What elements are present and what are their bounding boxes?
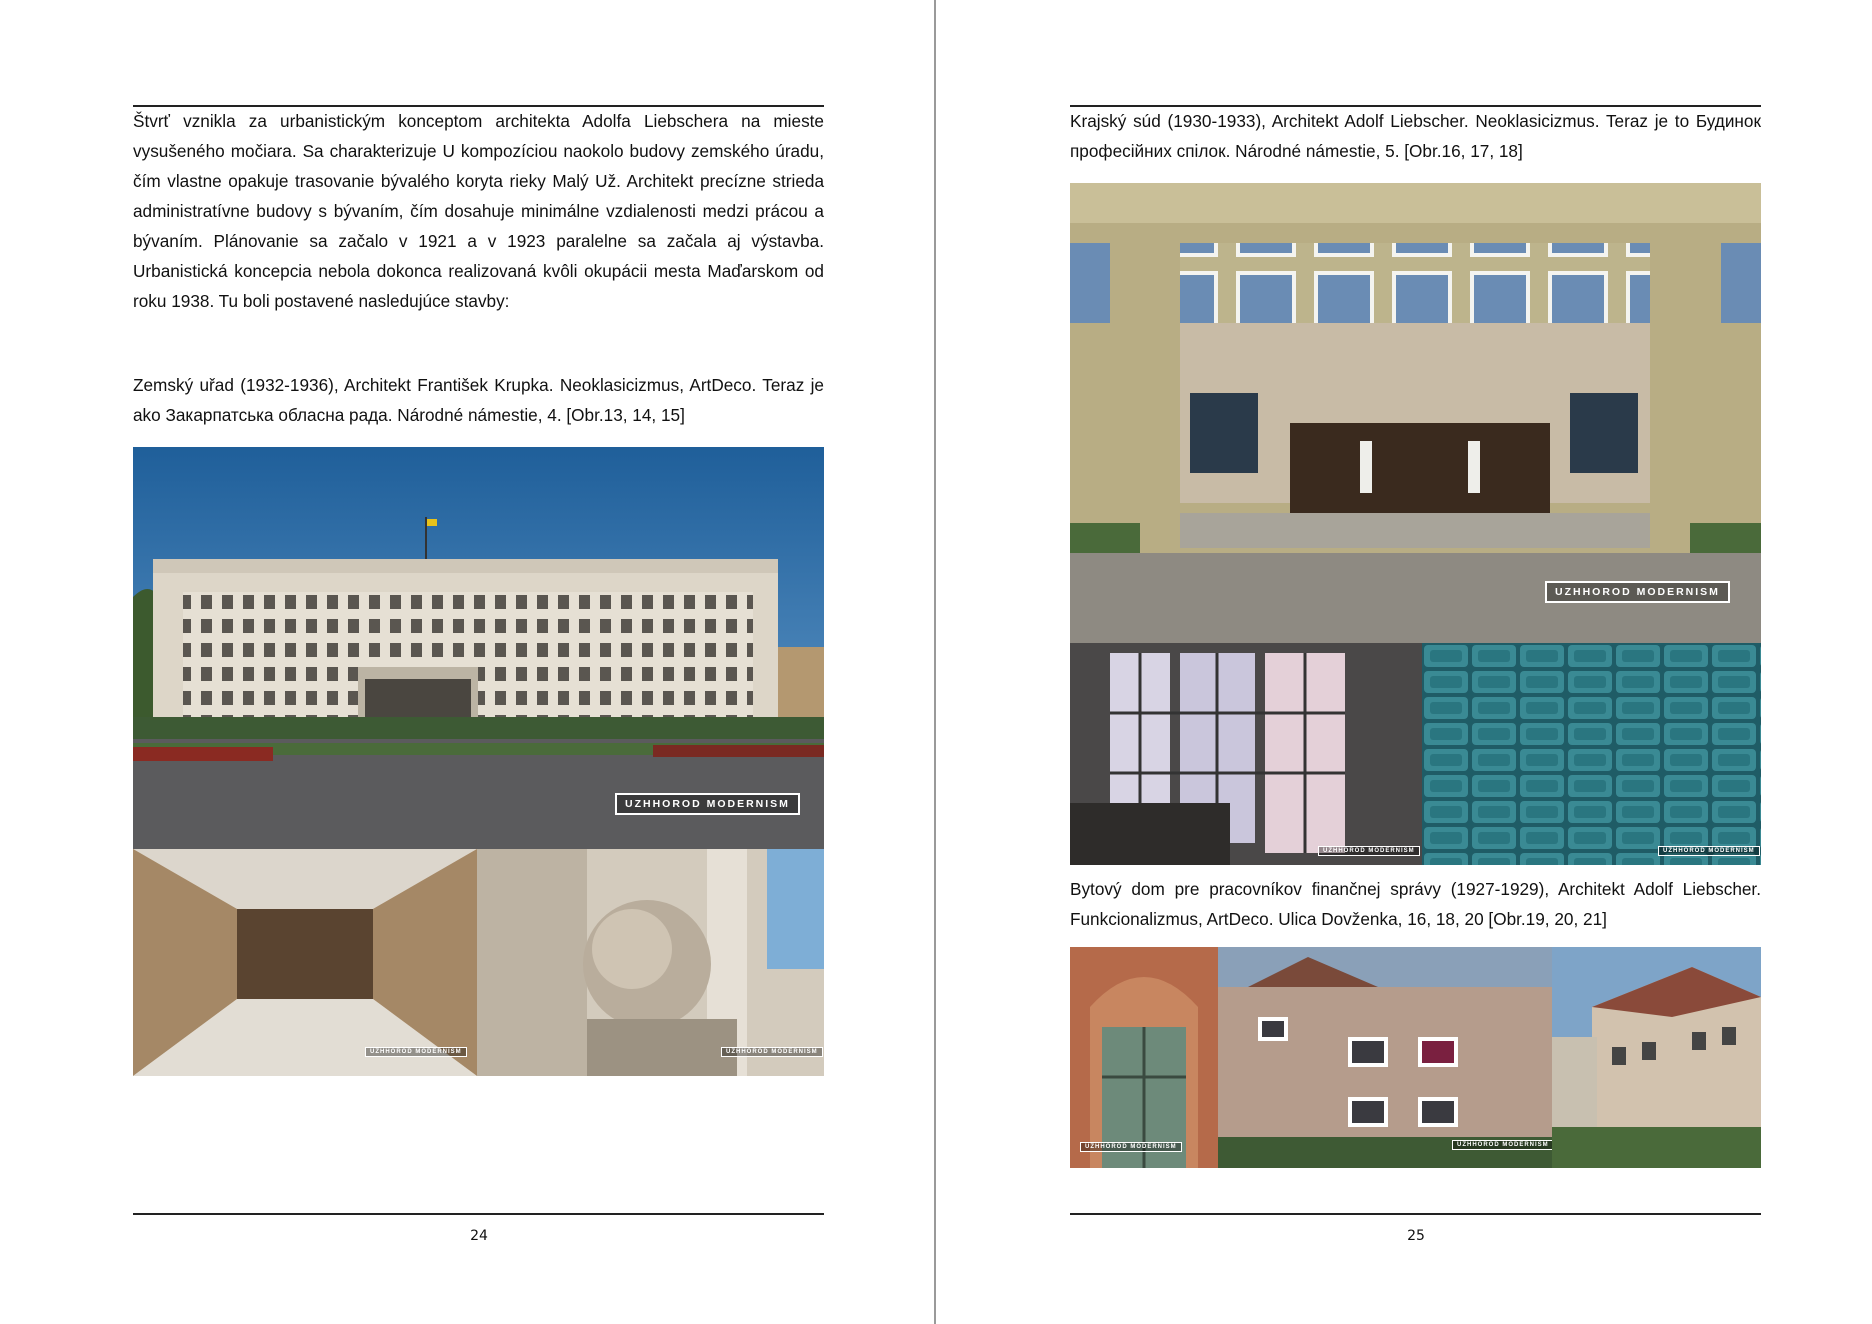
stairwell-windows-photo — [1070, 643, 1422, 865]
watermark-label: UZHHOROD MODERNISM — [1658, 846, 1760, 856]
blue-tiles-photo — [1422, 643, 1761, 865]
stone-sphere-photo — [477, 849, 824, 1076]
watermark-label: UZHHOROD MODERNISM — [721, 1047, 823, 1057]
photo-caption: Bytový dom pre pracovníkov finančnej správy (1927-1929), Architekt Adolf Liebscher. Funkcionalizmus, ArtDeco. Ulica Dovženka, 16, 18, 20 [Obr.19, 20, 21] — [1070, 879, 1761, 929]
watermark-label: UZHHOROD MODERNISM — [1318, 846, 1420, 856]
photo-caption: Zemský uřad (1932-1936), Architekt František Krupka. Neoklasicizmus, ArtDeco. Teraz je ako Закарпатська обласна рада. Národné námestie, 4. [Obr.13, 14, 15] — [133, 375, 824, 425]
interior-hall-photo — [133, 849, 477, 1076]
watermark-label: UZHHOROD MODERNISM — [1545, 581, 1730, 603]
court-building-photo — [1070, 183, 1761, 643]
page-number: 25 — [1407, 1228, 1425, 1244]
footer-rule — [1070, 1213, 1761, 1215]
watermark-label: UZHHOROD MODERNISM — [615, 793, 800, 815]
corner-building-photo — [1552, 947, 1761, 1168]
page-number: 24 — [470, 1228, 488, 1244]
intro-paragraph: Štvrť vznikla za urbanistickým konceptom architekta Adolfa Liebschera na mieste vysušeného močiara. Sa charakterizuje U kompozíciou naokolo budovy zemského úradu, čím vlastne opakuje trasovanie bývalého koryta rieky Malý Už. Architekt precízne strieda administratívne budovy s bývaním, čím dosahuje minimálne vzdialenosti medzi prácou a bývaním. Plánovanie sa začalo v 1921 a v 1923 paralelne sa začala aj výstavba. Urbanistická koncepcia nebola dokonca realizovaná kvôli okupácii mesta Maďarskom od roku 1938. Tu boli postavené nasledujúce stavby: — [133, 111, 824, 311]
apartment-building-photo — [1218, 947, 1552, 1168]
watermark-label: UZHHOROD MODERNISM — [1080, 1142, 1182, 1152]
right-page — [936, 0, 1872, 1324]
photo-caption: Krajský súd (1930-1933), Architekt Adolf Liebscher. Neoklasicizmus. Teraz je to Будинок професійних спілок. Národné námestie, 5. [Obr.16, 17, 18] — [1070, 111, 1761, 161]
green-door-photo — [1070, 947, 1218, 1168]
watermark-label: UZHHOROD MODERNISM — [1452, 1140, 1552, 1150]
footer-rule — [133, 1213, 824, 1215]
main-building-photo — [133, 447, 824, 849]
watermark-label: UZHHOROD MODERNISM — [365, 1047, 467, 1057]
